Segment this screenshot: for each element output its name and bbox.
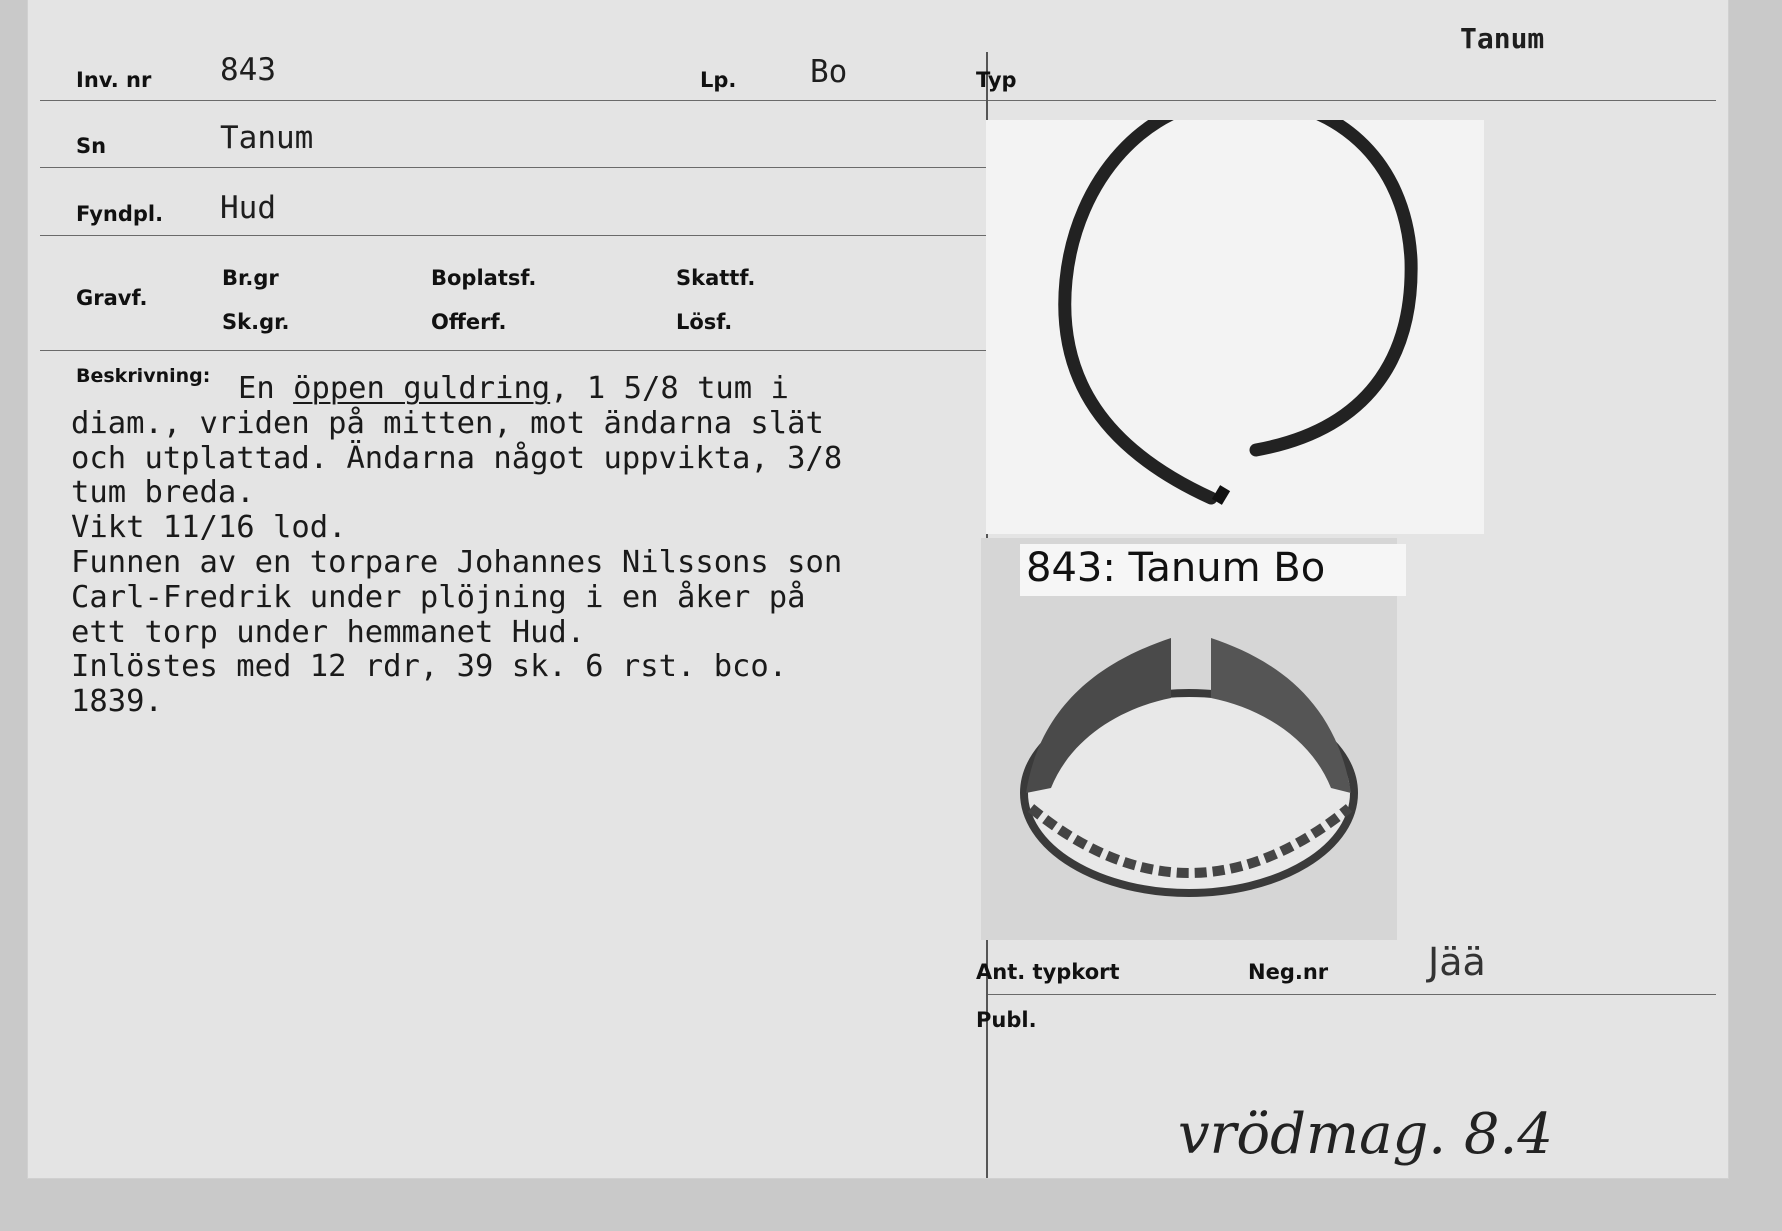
photo-caption: 843: Tanum Bo <box>1026 545 1326 591</box>
corner-parish: Tanum <box>1460 22 1545 55</box>
sn-value: Tanum <box>220 120 314 156</box>
ant-typkort-label: Ant. typkort <box>976 960 1120 984</box>
description-text <box>71 372 991 720</box>
description-line: Vikt 11/16 lod. <box>71 510 347 546</box>
desc-underlined: öppen guldring <box>293 371 551 406</box>
description-line: Carl-Fredrik under plöjning i en åker på <box>71 579 806 615</box>
fyndpl-label: Fyndpl. <box>76 202 164 226</box>
rule <box>988 100 1716 101</box>
typ-label: Typ <box>976 68 1017 92</box>
rule <box>40 350 986 351</box>
lp-label: Lp. <box>700 68 737 92</box>
desc-prefix: En <box>238 371 294 406</box>
catalog-card <box>28 0 1728 1178</box>
rule <box>40 167 986 168</box>
description-line: Funnen av en torpare Johannes Nilssons son <box>71 544 843 580</box>
publ-label: Publ. <box>976 1008 1037 1032</box>
photo-caption-box <box>1020 544 1406 596</box>
rule <box>40 235 986 236</box>
ring-side-photo <box>981 538 1397 940</box>
ring-side-drawing <box>981 538 1397 940</box>
boplatsf-label: Boplatsf. <box>431 266 537 290</box>
description-line: ett torp under hemmanet Hud. <box>71 614 586 650</box>
sk-gr-label: Sk.gr. <box>222 310 290 334</box>
fyndpl-value: Hud <box>220 190 276 226</box>
ring-top-photo <box>986 120 1484 534</box>
gravf-label: Gravf. <box>76 286 148 310</box>
description-first-line <box>71 372 991 407</box>
handwritten-note: vrödmag. 8.4 <box>1178 1102 1553 1167</box>
inv-nr-value: 843 <box>220 52 276 88</box>
offerf-label: Offerf. <box>431 310 507 334</box>
description-line: och utplattad. Ändarna något uppvikta, 3/8 <box>71 440 843 476</box>
skattf-label: Skattf. <box>676 266 756 290</box>
neg-nr-label: Neg.nr <box>1248 960 1329 984</box>
description-line: tum breda. <box>71 475 255 511</box>
description-line: 1839. <box>71 684 163 720</box>
inv-nr-label: Inv. nr <box>76 68 152 92</box>
beskrivning-label: Beskrivning: <box>76 365 211 387</box>
rule <box>40 100 986 101</box>
losf-label: Lösf. <box>676 310 733 334</box>
ring-top-drawing <box>986 120 1484 534</box>
br-gr-label: Br.gr <box>222 266 279 290</box>
neg-nr-value: Jää <box>1428 940 1486 984</box>
desc-suffix: , 1 5/8 tum i <box>550 371 789 406</box>
rule <box>988 994 1716 995</box>
sn-label: Sn <box>76 134 107 158</box>
description-line: diam., vriden på mitten, mot ändarna slät <box>71 405 824 441</box>
lp-value: Bo <box>810 54 848 90</box>
description-line: Inlöstes med 12 rdr, 39 sk. 6 rst. bco. <box>71 649 788 685</box>
